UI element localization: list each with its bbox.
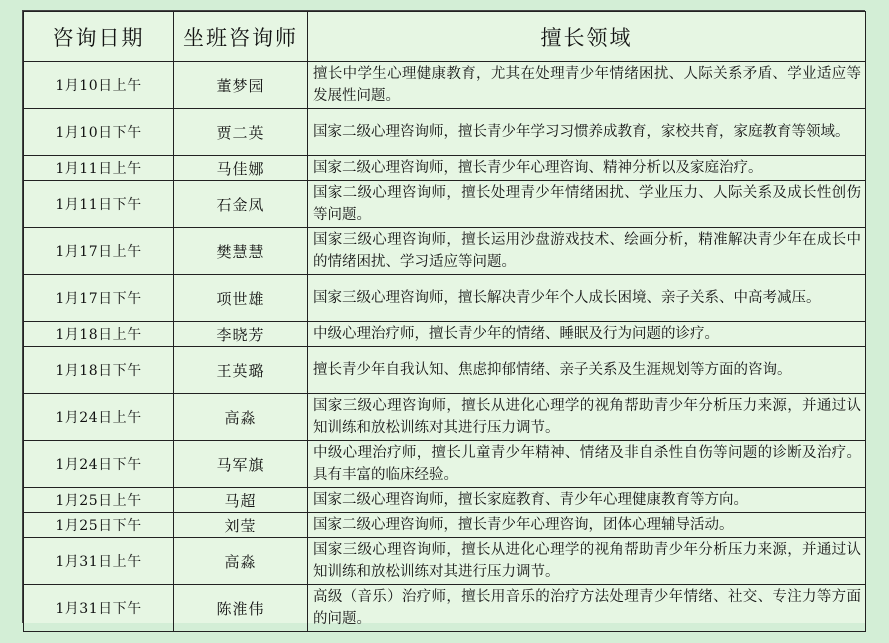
table-row	[24, 62, 866, 109]
row-counselor: 陈淮伟	[174, 585, 308, 632]
row-specialty: 国家二级心理咨询师，擅长家庭教育、青少年心理健康教育等方向。	[308, 488, 866, 513]
row-counselor: 马军旗	[174, 441, 308, 488]
row-specialty: 擅长中学生心理健康教育，尤其在处理青少年情绪困扰、人际关系矛盾、学业适应等发展性问题。	[308, 62, 866, 109]
row-specialty: 国家二级心理咨询师，擅长青少年心理咨询，团体心理辅导活动。	[308, 513, 866, 538]
header-date: 咨询日期	[24, 12, 174, 62]
table-row	[24, 181, 866, 228]
row-counselor: 贾二英	[174, 109, 308, 156]
row-date: 1月24日上午	[24, 394, 174, 441]
row-counselor: 李晓芳	[174, 322, 308, 347]
row-counselor: 马佳娜	[174, 156, 308, 181]
row-date: 1月25日下午	[24, 513, 174, 538]
row-counselor: 王英璐	[174, 347, 308, 394]
row-specialty: 国家二级心理咨询师，擅长青少年学习习惯养成教育，家校共育，家庭教育等领域。	[308, 109, 866, 156]
table-row	[24, 441, 866, 488]
counselor-schedule-table	[23, 11, 866, 632]
row-date: 1月10日上午	[24, 62, 174, 109]
row-date: 1月31日下午	[24, 585, 174, 632]
table-row	[24, 513, 866, 538]
row-specialty: 擅长青少年自我认知、焦虑抑郁情绪、亲子关系及生涯规划等方面的咨询。	[308, 347, 866, 394]
row-specialty: 国家三级心理咨询师，擅长从进化心理学的视角帮助青少年分析压力来源，并通过认知训练和放松训练对其进行压力调节。	[308, 538, 866, 585]
row-specialty: 国家三级心理咨询师，擅长运用沙盘游戏技术、绘画分析，精准解决青少年在成长中的情绪困扰、学习适应等问题。	[308, 228, 866, 275]
row-counselor: 董梦园	[174, 62, 308, 109]
table-row	[24, 275, 866, 322]
row-counselor: 马超	[174, 488, 308, 513]
row-specialty: 国家二级心理咨询师，擅长青少年心理咨询、精神分析以及家庭治疗。	[308, 156, 866, 181]
row-date: 1月25日上午	[24, 488, 174, 513]
header-counselor: 坐班咨询师	[174, 12, 308, 62]
table-row	[24, 538, 866, 585]
header-specialty: 擅长领域	[308, 12, 866, 62]
row-counselor: 项世雄	[174, 275, 308, 322]
row-date: 1月10日下午	[24, 109, 174, 156]
row-counselor: 高淼	[174, 538, 308, 585]
table-row	[24, 228, 866, 275]
table-row	[24, 322, 866, 347]
row-specialty: 国家三级心理咨询师，擅长解决青少年个人成长困境、亲子关系、中高考减压。	[308, 275, 866, 322]
row-date: 1月24日下午	[24, 441, 174, 488]
row-specialty: 中级心理治疗师，擅长儿童青少年精神、情绪及非自杀性自伤等问题的诊断及治疗。具有丰富的临床经验。	[308, 441, 866, 488]
row-specialty: 国家二级心理咨询师，擅长处理青少年情绪困扰、学业压力、人际关系及成长性创伤等问题。	[308, 181, 866, 228]
row-date: 1月17日上午	[24, 228, 174, 275]
row-date: 1月17日下午	[24, 275, 174, 322]
row-specialty: 国家三级心理咨询师，擅长从进化心理学的视角帮助青少年分析压力来源，并通过认知训练和放松训练对其进行压力调节。	[308, 394, 866, 441]
row-specialty: 高级（音乐）治疗师，擅长用音乐的治疗方法处理青少年情绪、社交、专注力等方面的问题。	[308, 585, 866, 632]
table-row	[24, 156, 866, 181]
schedule-sheet	[22, 10, 865, 627]
row-counselor: 高淼	[174, 394, 308, 441]
row-specialty: 中级心理治疗师，擅长青少年的情绪、睡眠及行为问题的诊疗。	[308, 322, 866, 347]
row-date: 1月11日下午	[24, 181, 174, 228]
row-counselor: 刘莹	[174, 513, 308, 538]
table-row	[24, 488, 866, 513]
table-header-row	[24, 12, 866, 62]
table-row	[24, 394, 866, 441]
row-date: 1月11日上午	[24, 156, 174, 181]
row-counselor: 樊慧慧	[174, 228, 308, 275]
table-row	[24, 109, 866, 156]
table-row	[24, 585, 866, 632]
table-row	[24, 347, 866, 394]
row-date: 1月18日上午	[24, 322, 174, 347]
row-date: 1月18日下午	[24, 347, 174, 394]
row-date: 1月31日上午	[24, 538, 174, 585]
row-counselor: 石金凤	[174, 181, 308, 228]
